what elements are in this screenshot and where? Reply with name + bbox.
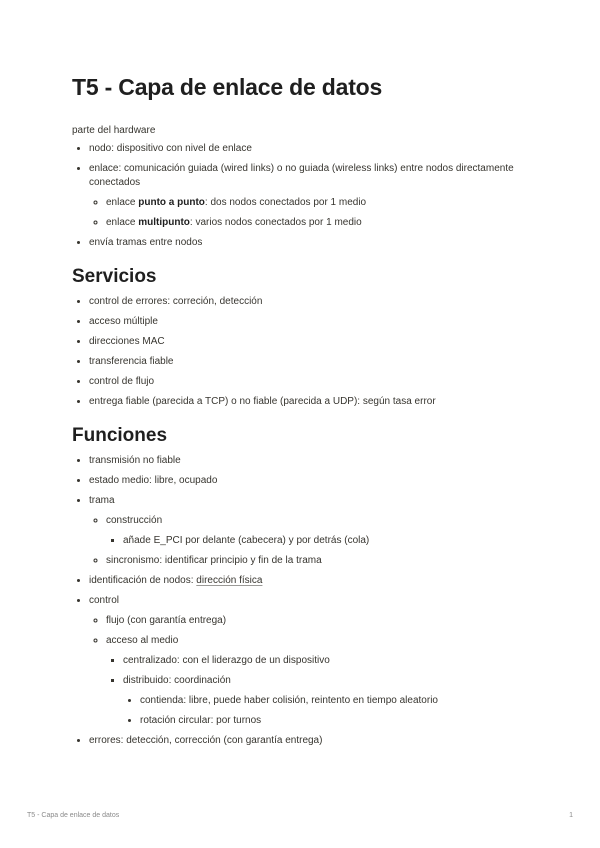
list-item: ◦ acceso al medio ▪ centralizado: con el liderazgo de un dispositivo ▪ distribuido: coordinación • contienda: libre, puede haber colisión, reintento en tiempo aleatorio • rotación circular: por turnos [106, 634, 532, 728]
list-item: ▪ centralizado: con el liderazgo de un dispositivo [123, 654, 532, 668]
list-item: • control ◦ flujo (con garantía entrega) ◦ acceso al medio ▪ centralizado: con el liderazgo de un dispositivo ▪ distribuido: coordinación • contienda: libre, puede haber colisión, reintento en tiempo aleatorio • rotación circular: por turnos [89, 594, 532, 728]
trama-sublist [89, 514, 532, 568]
section-heading-funciones: Funciones [72, 425, 168, 446]
page-title: T5 - Capa de enlace de datos [72, 74, 383, 100]
list-item: ▪ añade E_PCI por delante (cabecera) y por detrás (cola) [123, 534, 532, 548]
servicios-list [72, 295, 532, 409]
page-number: 1 [569, 812, 573, 819]
list-item: • rotación circular: por turnos [140, 714, 532, 728]
bold-term: punto a punto [138, 197, 205, 208]
list-item: ◦ enlace punto a punto: dos nodos conectados por 1 medio [106, 196, 532, 210]
list-item: • trama ◦ construcción ▪ añade E_PCI por delante (cabecera) y por detrás (cola) ◦ sincronismo: identificar principio y fin de la trama [89, 494, 532, 568]
list-item: ◦ enlace multipunto: varios nodos conectados por 1 medio [106, 216, 532, 230]
footer-title: T5 - Capa de enlace de datos [27, 812, 120, 819]
list-item: • identificación de nodos: dirección física [89, 574, 532, 588]
list-item: ◦ sincronismo: identificar principio y fin de la trama [106, 554, 532, 568]
intro-text: parte del hardware [72, 125, 156, 136]
direccion-fisica-link[interactable]: dirección física [196, 575, 263, 586]
document-page [72, 72, 532, 754]
list-item-text: enlace: comunicación guiada (wired links) o no guiada (wireless links) entre nodos directamente conectados [89, 163, 514, 188]
list-item: • control de errores: correción, detección [89, 295, 532, 309]
list-item: ◦ construcción ▪ añade E_PCI por delante (cabecera) y por detrás (cola) [106, 514, 532, 548]
control-sublist [89, 614, 532, 728]
list-item: • errores: detección, corrección (con garantía entrega) [89, 734, 532, 748]
funciones-list [72, 454, 532, 748]
list-item: • control de flujo [89, 375, 532, 389]
page-footer [27, 812, 573, 819]
acceso-sublist [106, 654, 532, 728]
list-item: • acceso múltiple [89, 315, 532, 329]
list-item: • transmisión no fiable [89, 454, 532, 468]
list-item [89, 162, 532, 230]
list-item: • direcciones MAC [89, 335, 532, 349]
list-item: • envía tramas entre nodos [89, 236, 532, 250]
intro-list [72, 142, 532, 250]
construccion-sublist [106, 534, 532, 548]
bold-term: multipunto [138, 217, 190, 228]
list-item: • estado medio: libre, ocupado [89, 474, 532, 488]
section-heading-servicios: Servicios [72, 266, 157, 287]
list-item: • transferencia fiable [89, 355, 532, 369]
list-item: • entrega fiable (parecida a TCP) o no fiable (parecida a UDP): según tasa error [89, 395, 532, 409]
list-item: • nodo: dispositivo con nivel de enlace [89, 142, 532, 156]
list-item: ▪ distribuido: coordinación • contienda: libre, puede haber colisión, reintento en tiempo aleatorio • rotación circular: por turnos [123, 674, 532, 728]
distribuido-sublist [123, 694, 532, 728]
list-item: • contienda: libre, puede haber colisión, reintento en tiempo aleatorio [140, 694, 532, 708]
list-item: ◦ flujo (con garantía entrega) [106, 614, 532, 628]
enlace-sublist [89, 196, 532, 230]
